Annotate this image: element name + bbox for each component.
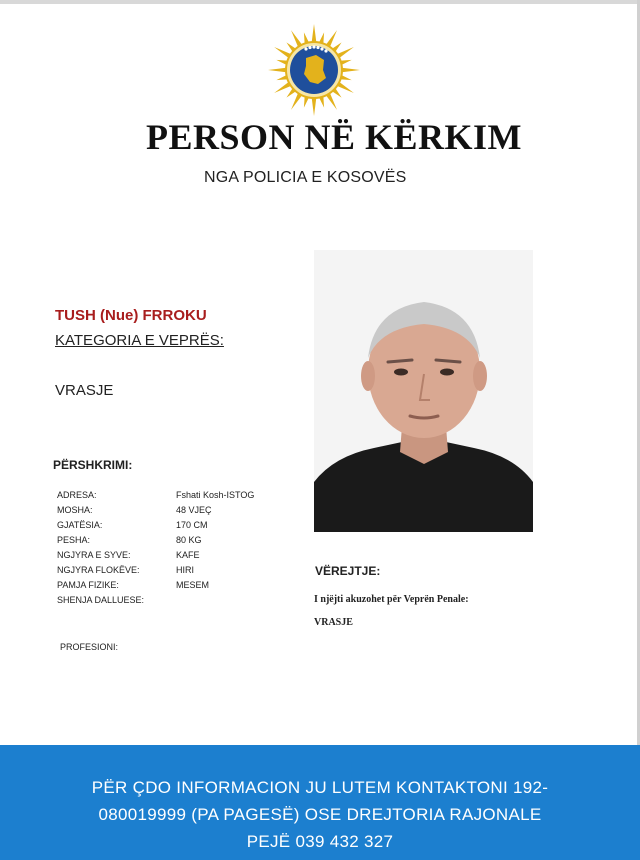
badge-ray — [341, 68, 360, 73]
detail-label: PESHA: — [57, 535, 91, 545]
detail-label: PAMJA FIZIKE: — [57, 580, 119, 590]
remarks-heading: VËREJTJE: — [315, 564, 381, 578]
badge-ray — [312, 97, 317, 116]
detail-value: 48 VJEÇ — [176, 505, 212, 515]
profession-label: PROFESIONI: — [60, 642, 119, 652]
description-row — [57, 518, 254, 533]
detail-label: NGJYRA FLOKËVE: — [57, 565, 140, 575]
detail-value: HIRI — [176, 565, 194, 575]
remarks-offense: VRASJE — [314, 617, 353, 628]
page-subtitle: NGA POLICIA E KOSOVËS — [204, 169, 407, 186]
description-row — [57, 488, 254, 503]
contact-line: PEJË 039 432 327 — [246, 832, 394, 851]
offense-value: VRASJE — [55, 382, 114, 399]
description-row — [57, 533, 254, 548]
contact-line: PËR ÇDO INFORMACION JU LUTEM KONTAKTONI 192- — [91, 778, 549, 797]
contact-footer — [0, 745, 640, 860]
detail-label: NGJYRA E SYVE: — [57, 550, 131, 560]
description-row — [57, 593, 254, 608]
description-row — [57, 503, 254, 518]
description-row — [57, 563, 254, 578]
description-heading: PËRSHKRIMI: — [53, 458, 133, 472]
detail-value: 80 KG — [176, 535, 202, 545]
detail-value: KAFE — [176, 550, 200, 560]
detail-label: MOSHA: — [57, 505, 93, 515]
description-row — [57, 548, 254, 563]
window-top-edge — [0, 0, 640, 4]
detail-value: MESEM — [176, 580, 210, 590]
description-row — [57, 578, 254, 593]
person-name: TUSH (Nue) FRROKU — [55, 307, 207, 324]
badge-ray — [312, 24, 317, 43]
contact-text — [0, 774, 640, 855]
kosovo-police-badge-icon — [266, 22, 362, 118]
detail-label: GJATËSIA: — [57, 520, 103, 530]
description-table — [57, 488, 254, 608]
badge-ray — [268, 68, 287, 73]
offense-category-label: KATEGORIA E VEPRËS: — [55, 332, 224, 349]
suspect-portrait-icon — [314, 250, 533, 532]
detail-value: 170 CM — [176, 520, 208, 530]
contact-line: 080019999 (PA PAGESË) OSE DREJTORIA RAJONALE — [98, 805, 542, 824]
detail-label: SHENJA DALLUESE: — [57, 595, 145, 605]
page-title: PERSON NË KËRKIM — [145, 117, 523, 157]
remarks-text: I njëjti akuzohet për Veprën Penale: — [314, 594, 469, 605]
detail-value: Fshati Kosh-ISTOG — [176, 490, 255, 500]
suspect-photo — [314, 250, 533, 532]
detail-label: ADRESA: — [57, 490, 97, 500]
